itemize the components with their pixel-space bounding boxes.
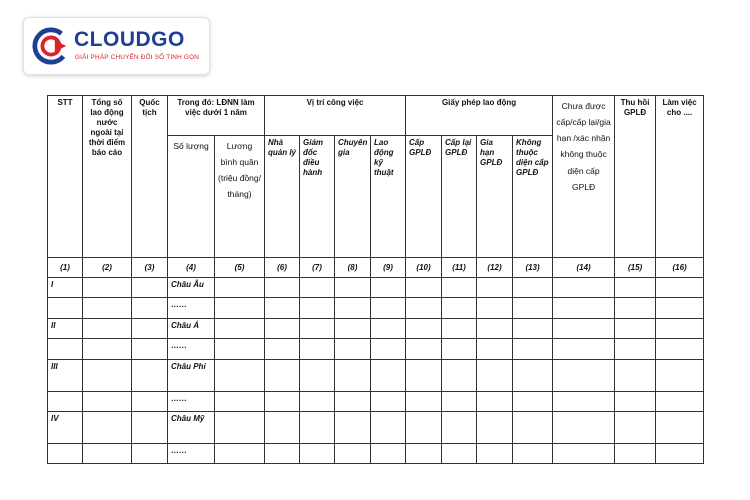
- header-nationality: Quốc tịch: [132, 96, 168, 258]
- column-number: (15): [615, 258, 656, 278]
- column-number: (8): [335, 258, 371, 278]
- header-stt: STT: [48, 96, 83, 258]
- logo-wordmark: CLOUDGO: [74, 28, 185, 51]
- column-number: (4): [168, 258, 215, 278]
- row-stt: I: [48, 278, 83, 298]
- row-stt: [48, 339, 83, 360]
- row-stt: [48, 392, 83, 412]
- row-stt: [48, 444, 83, 464]
- row-region: ……: [168, 339, 215, 360]
- header-count: Số lượng: [168, 136, 215, 258]
- header-revoked: Thu hồi GPLĐ: [615, 96, 656, 258]
- row-region: ……: [168, 392, 215, 412]
- header-pending: Chưa được cấp/cấp lại/gia hạn /xác nhận không thuộc diện cấp GPLĐ: [553, 96, 615, 258]
- row-region: ……: [168, 444, 215, 464]
- header-exempt: Không thuộc diện cấp GPLĐ: [513, 136, 553, 258]
- header-working-for: Làm việc cho ....: [656, 96, 704, 258]
- column-number: (13): [513, 258, 553, 278]
- header-technical: Lao động kỹ thuật: [371, 136, 406, 258]
- column-number: (1): [48, 258, 83, 278]
- column-number: (11): [442, 258, 477, 278]
- table-row: [48, 360, 704, 392]
- row-region: Châu Mỹ: [168, 412, 215, 444]
- table-row: [48, 339, 704, 360]
- column-number: (16): [656, 258, 704, 278]
- row-region: Châu Á: [168, 319, 215, 339]
- cloudgo-logo-icon: [32, 27, 70, 65]
- header-director: Giám đốc điều hành: [300, 136, 335, 258]
- row-region: ……: [168, 298, 215, 319]
- column-number: (6): [265, 258, 300, 278]
- labor-report-table: [47, 95, 704, 464]
- header-permit: Giấy phép lao động: [406, 96, 553, 136]
- header-salary: Lương bình quân (triệu đồng/ tháng): [215, 136, 265, 258]
- row-stt: III: [48, 360, 83, 392]
- column-number: (14): [553, 258, 615, 278]
- column-number: (9): [371, 258, 406, 278]
- header-manager: Nhà quản lý: [265, 136, 300, 258]
- row-stt: [48, 298, 83, 319]
- column-number-row: [48, 258, 704, 278]
- header-reissued: Cấp lại GPLĐ: [442, 136, 477, 258]
- column-number: (2): [83, 258, 132, 278]
- cloudgo-logo: [23, 17, 210, 75]
- header-row-1: [48, 96, 704, 136]
- column-number: (10): [406, 258, 442, 278]
- table-row: [48, 412, 704, 444]
- row-region: Châu Âu: [168, 278, 215, 298]
- column-number: (3): [132, 258, 168, 278]
- header-total: Tổng số lao động nước ngoài tại thời điểm báo cáo: [83, 96, 132, 258]
- row-stt: II: [48, 319, 83, 339]
- header-issued: Cấp GPLĐ: [406, 136, 442, 258]
- logo-tagline: GIẢI PHÁP CHUYỂN ĐỔI SỐ TINH GỌN: [75, 54, 200, 61]
- row-stt: IV: [48, 412, 83, 444]
- table-row: [48, 278, 704, 298]
- table-row: [48, 444, 704, 464]
- header-extended: Gia hạn GPLĐ: [477, 136, 513, 258]
- table-row: [48, 392, 704, 412]
- column-number: (12): [477, 258, 513, 278]
- row-region: Châu Phi: [168, 360, 215, 392]
- column-number: (7): [300, 258, 335, 278]
- header-expert: Chuyên gia: [335, 136, 371, 258]
- table-row: [48, 298, 704, 319]
- header-position: Vị trí công việc: [265, 96, 406, 136]
- table-row: [48, 319, 704, 339]
- column-number: (5): [215, 258, 265, 278]
- header-under-1-year: Trong đó: LĐNN làm việc dưới 1 năm: [168, 96, 265, 136]
